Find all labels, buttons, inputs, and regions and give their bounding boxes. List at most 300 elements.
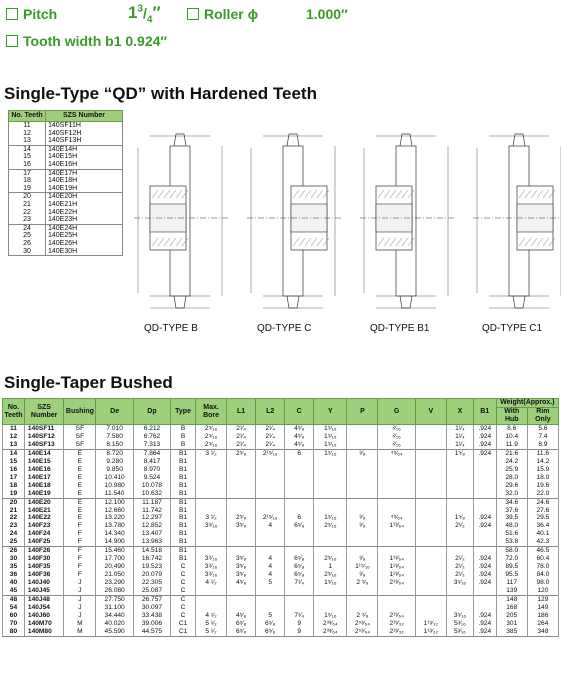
col-header: V bbox=[415, 399, 446, 425]
table-cell bbox=[227, 498, 256, 506]
table-cell: .924 bbox=[473, 620, 496, 628]
table-row bbox=[9, 216, 123, 224]
table-cell: 140F35 bbox=[24, 563, 63, 571]
cell-teeth: 20 bbox=[9, 193, 46, 201]
table-cell bbox=[285, 530, 314, 538]
table-cell bbox=[415, 563, 446, 571]
table-cell: 1⁵⁄₁₆ bbox=[314, 449, 347, 457]
table-cell: 5 bbox=[256, 579, 285, 587]
table-cell: 30.097 bbox=[133, 604, 170, 612]
table-cell: 26 bbox=[3, 547, 25, 555]
table-cell: 25 bbox=[3, 538, 25, 546]
table-cell: 1¹⁄₄ bbox=[446, 425, 473, 433]
table-cell bbox=[446, 596, 473, 604]
table-cell bbox=[285, 474, 314, 482]
table-cell: 2¹⁄₄ bbox=[256, 433, 285, 441]
table-cell: 11 bbox=[3, 425, 25, 433]
col-header: Bushing bbox=[64, 399, 96, 425]
table-cell: 8.417 bbox=[133, 458, 170, 466]
table-cell bbox=[347, 530, 378, 538]
table-row bbox=[9, 177, 123, 185]
table-cell: 3⁹⁄₁₆ bbox=[196, 555, 227, 563]
table-cell bbox=[285, 458, 314, 466]
table-cell: 2⁵³⁄₆₄ bbox=[347, 620, 378, 628]
table-cell: 4 bbox=[256, 563, 285, 571]
table-cell: 34.440 bbox=[96, 612, 133, 620]
table-cell: B1 bbox=[171, 466, 196, 474]
table-cell: 6 bbox=[285, 449, 314, 457]
table-cell: F bbox=[64, 571, 96, 579]
col-header: Dp bbox=[133, 399, 170, 425]
table-cell: 6⁵⁄₈ bbox=[256, 628, 285, 636]
table-cell: 2¹⁄₂ bbox=[446, 571, 473, 579]
table-cell: 20.079 bbox=[133, 571, 170, 579]
table-cell: .924 bbox=[473, 441, 496, 449]
table-cell: C1 bbox=[171, 628, 196, 636]
table-row bbox=[9, 161, 123, 169]
col-header: Max. Bore bbox=[196, 399, 227, 425]
table-cell: 17.700 bbox=[96, 555, 133, 563]
table-cell bbox=[415, 441, 446, 449]
table-cell: 4 bbox=[256, 571, 285, 579]
cell-teeth: 24 bbox=[9, 224, 46, 232]
table-cell: B1 bbox=[171, 538, 196, 546]
table-cell: 21.050 bbox=[96, 571, 133, 579]
table-cell bbox=[473, 530, 496, 538]
table-cell bbox=[446, 538, 473, 546]
tooth-bottom bbox=[400, 296, 412, 308]
table-cell bbox=[446, 490, 473, 498]
table-cell bbox=[227, 596, 256, 604]
table-cell: 2¹⁄₄ bbox=[256, 425, 285, 433]
table-cell: 3⁹⁄₁₆ bbox=[196, 563, 227, 571]
table-cell bbox=[415, 458, 446, 466]
table-cell: 140SF12 bbox=[24, 433, 63, 441]
table-cell: 8.9 bbox=[527, 441, 558, 449]
cell-teeth: 21 bbox=[9, 201, 46, 209]
table-cell: 2⁵⁄₈ bbox=[227, 449, 256, 457]
table-cell: .924 bbox=[473, 449, 496, 457]
table-cell bbox=[256, 538, 285, 546]
table-cell: 1⁵⁄₈ bbox=[446, 449, 473, 457]
table-row bbox=[3, 579, 559, 587]
table-cell: 2⁵³⁄₆₄ bbox=[347, 628, 378, 636]
table-cell bbox=[227, 547, 256, 555]
table-cell: .924 bbox=[473, 522, 496, 530]
table-cell: 9 bbox=[285, 628, 314, 636]
table-cell: 2¹⁄₄ bbox=[227, 433, 256, 441]
table-cell: 12.100 bbox=[96, 498, 133, 506]
table-cell: B1 bbox=[171, 458, 196, 466]
table-cell bbox=[473, 507, 496, 515]
cell-teeth: 17 bbox=[9, 169, 46, 177]
table-cell bbox=[415, 612, 446, 620]
table-row bbox=[3, 433, 559, 441]
table-cell: 14.2 bbox=[527, 458, 558, 466]
table-cell: 2¹⁄₂ bbox=[446, 522, 473, 530]
table-cell: 16.742 bbox=[133, 555, 170, 563]
table-cell bbox=[196, 498, 227, 506]
table-cell bbox=[378, 604, 415, 612]
pitch-value: $1^3/_4''$ bbox=[128, 3, 161, 26]
table-cell: 11.9 bbox=[496, 441, 527, 449]
col-header: SZS Number bbox=[24, 399, 63, 425]
table-cell bbox=[347, 482, 378, 490]
table-cell: 3⁵⁄₈ bbox=[227, 522, 256, 530]
table-row bbox=[9, 248, 123, 256]
col-header: Y bbox=[314, 399, 347, 425]
table-row bbox=[3, 522, 559, 530]
table-cell: 140F30 bbox=[24, 555, 63, 563]
table-cell: 19 bbox=[3, 490, 25, 498]
checkbox-icon bbox=[6, 8, 18, 20]
table-row bbox=[9, 240, 123, 248]
table-row bbox=[9, 169, 123, 177]
section-title-taper: Single-Taper Bushed bbox=[4, 373, 173, 392]
table-cell: 24.2 bbox=[496, 458, 527, 466]
table-row bbox=[9, 201, 123, 209]
table-cell: 1¹³⁄₆₄ bbox=[378, 555, 415, 563]
table-cell bbox=[347, 433, 378, 441]
table-cell: 7¹⁄₄ bbox=[285, 612, 314, 620]
cell-szs-number: 140E23H bbox=[48, 216, 78, 224]
table-cell: 3⁵⁄₁₆ bbox=[446, 612, 473, 620]
table-cell bbox=[473, 498, 496, 506]
table-cell: 140F24 bbox=[24, 530, 63, 538]
table-row bbox=[3, 490, 559, 498]
table-cell: 5 ¹⁄₂ bbox=[196, 628, 227, 636]
table-cell bbox=[415, 433, 446, 441]
table-cell: 2¹³⁄₆₄ bbox=[378, 579, 415, 587]
table-cell bbox=[196, 482, 227, 490]
table-cell bbox=[196, 466, 227, 474]
table-cell bbox=[378, 530, 415, 538]
cell-teeth: 15 bbox=[9, 153, 46, 161]
table-cell: 22.305 bbox=[133, 579, 170, 587]
table-cell bbox=[347, 458, 378, 466]
table-cell: .924 bbox=[473, 425, 496, 433]
table-row bbox=[3, 466, 559, 474]
table-cell: B1 bbox=[171, 530, 196, 538]
table-cell bbox=[227, 458, 256, 466]
table-cell bbox=[446, 458, 473, 466]
table-cell: F bbox=[64, 555, 96, 563]
table-cell: 2⁵⁄₁₆ bbox=[196, 441, 227, 449]
table-cell: B bbox=[171, 433, 196, 441]
table-cell: 2¹³⁄₃₂ bbox=[378, 620, 415, 628]
table-cell: 1 bbox=[314, 563, 347, 571]
cell-szs-number: 140E16H bbox=[48, 160, 78, 168]
table-cell: .924 bbox=[473, 571, 496, 579]
table-cell: 21 bbox=[3, 507, 25, 515]
table-cell: 12.852 bbox=[133, 522, 170, 530]
table-cell bbox=[227, 530, 256, 538]
table-cell bbox=[446, 530, 473, 538]
table-cell: 10.078 bbox=[133, 482, 170, 490]
cell-szs-number: 140E19H bbox=[48, 184, 78, 192]
table-cell: 205 bbox=[496, 612, 527, 620]
table-cell: 4 ¹⁄₂ bbox=[196, 579, 227, 587]
table-cell bbox=[415, 530, 446, 538]
table-cell: 39.5 bbox=[496, 514, 527, 522]
tooth-bottom bbox=[174, 296, 186, 308]
table-cell: 24 bbox=[3, 530, 25, 538]
table-cell: 11.742 bbox=[133, 507, 170, 515]
table-cell bbox=[314, 538, 347, 546]
roller-value: 1.000″ bbox=[306, 6, 348, 22]
cell-szs-number: 140E25H bbox=[48, 232, 78, 240]
table-cell: 5.6 bbox=[527, 425, 558, 433]
col-header: L1 bbox=[227, 399, 256, 425]
table-cell: 140F25 bbox=[24, 538, 63, 546]
table-cell: 1¹⁵⁄₁₆ bbox=[347, 563, 378, 571]
table-row bbox=[9, 130, 123, 138]
caption-qd-type-c: QD-TYPE C bbox=[257, 323, 312, 334]
table-cell: B1 bbox=[171, 555, 196, 563]
table-cell bbox=[196, 490, 227, 498]
table-cell: 9.280 bbox=[96, 458, 133, 466]
table-cell: 13.407 bbox=[133, 530, 170, 538]
table-row bbox=[3, 587, 559, 595]
table-cell: 5³⁄₁₆ bbox=[446, 628, 473, 636]
table-cell: M bbox=[64, 620, 96, 628]
cell-szs-number: 140E26H bbox=[48, 239, 78, 247]
table-cell: 72.0 bbox=[496, 555, 527, 563]
table-cell bbox=[314, 490, 347, 498]
table-cell: B bbox=[171, 441, 196, 449]
table-cell: 140J54 bbox=[24, 604, 63, 612]
col-header: With Hub bbox=[496, 408, 527, 425]
table-cell: ⁴⁵⁄₆₄ bbox=[378, 449, 415, 457]
table-row bbox=[3, 596, 559, 604]
table-row bbox=[3, 628, 559, 636]
cell-teeth: 13 bbox=[9, 137, 46, 145]
table-cell: 140F26 bbox=[24, 547, 63, 555]
table-cell: 5 bbox=[256, 612, 285, 620]
table-cell: ³⁄₈ bbox=[347, 514, 378, 522]
table-cell bbox=[314, 530, 347, 538]
table-cell: 1⁵⁄₁₆ bbox=[314, 514, 347, 522]
table-cell: 11.6 bbox=[527, 449, 558, 457]
table-row bbox=[9, 153, 123, 161]
cell-szs-number: 140E18H bbox=[48, 177, 78, 185]
table-cell: J bbox=[64, 596, 96, 604]
table-cell bbox=[415, 522, 446, 530]
table-cell: B1 bbox=[171, 490, 196, 498]
table-cell bbox=[285, 547, 314, 555]
table-cell: 3⁹⁄₁₆ bbox=[196, 522, 227, 530]
col-header: C bbox=[285, 399, 314, 425]
table-row bbox=[9, 232, 123, 240]
table-cell: 1⁵⁄₁₆ bbox=[314, 612, 347, 620]
table-cell bbox=[473, 490, 496, 498]
table-cell: 149 bbox=[527, 604, 558, 612]
table-cell: C bbox=[171, 579, 196, 587]
table-cell: 2¹⁵⁄₁₆ bbox=[256, 514, 285, 522]
table-cell bbox=[347, 538, 378, 546]
table-cell bbox=[415, 587, 446, 595]
table-cell: .924 bbox=[473, 579, 496, 587]
table-cell: 4⁵⁄₈ bbox=[285, 425, 314, 433]
table-cell bbox=[415, 449, 446, 457]
table-cell bbox=[256, 466, 285, 474]
table-cell bbox=[473, 604, 496, 612]
table-cell: 120 bbox=[527, 587, 558, 595]
table-cell: C bbox=[171, 563, 196, 571]
table-cell: 7.010 bbox=[96, 425, 133, 433]
table-cell: .924 bbox=[473, 433, 496, 441]
table-cell bbox=[196, 596, 227, 604]
table-cell: B1 bbox=[171, 522, 196, 530]
cell-szs-number: 140E21H bbox=[48, 200, 78, 208]
table-cell bbox=[446, 507, 473, 515]
table-row bbox=[3, 563, 559, 571]
table-cell: 18 bbox=[3, 482, 25, 490]
table-cell: 1¹³⁄₆₄ bbox=[378, 522, 415, 530]
table-cell: 23.290 bbox=[96, 579, 133, 587]
table-cell: 13.220 bbox=[96, 514, 133, 522]
table-cell: 117 bbox=[496, 579, 527, 587]
table-cell bbox=[473, 547, 496, 555]
table-cell: 2¹⁄₄ bbox=[227, 425, 256, 433]
table-cell: C1 bbox=[171, 620, 196, 628]
table-cell bbox=[415, 425, 446, 433]
table-cell: 11.187 bbox=[133, 498, 170, 506]
table-cell bbox=[347, 474, 378, 482]
caption-qd-type-b1: QD-TYPE B1 bbox=[370, 323, 430, 334]
table-cell: 28.0 bbox=[496, 474, 527, 482]
table-cell bbox=[446, 498, 473, 506]
table-cell: F bbox=[64, 547, 96, 555]
table-cell: 89.5 bbox=[496, 563, 527, 571]
table-cell: 10.4 bbox=[496, 433, 527, 441]
table-cell: 3 ¹⁄₂ bbox=[196, 514, 227, 522]
table-cell: 140E19 bbox=[24, 490, 63, 498]
table-cell: 140E16 bbox=[24, 466, 63, 474]
table-cell: 4 bbox=[256, 522, 285, 530]
table-cell: 7.864 bbox=[133, 449, 170, 457]
table-cell: E bbox=[64, 449, 96, 457]
table-cell: 35 bbox=[3, 563, 25, 571]
table-cell bbox=[446, 466, 473, 474]
table-cell bbox=[446, 547, 473, 555]
col-header: De bbox=[96, 399, 133, 425]
table-row bbox=[9, 137, 123, 145]
caption-qd-type-c1: QD-TYPE C1 bbox=[482, 323, 543, 334]
table-cell: 6.212 bbox=[133, 425, 170, 433]
table-cell bbox=[285, 538, 314, 546]
table-cell bbox=[378, 498, 415, 506]
table-cell: 18.0 bbox=[527, 474, 558, 482]
table-cell bbox=[347, 490, 378, 498]
table-cell: 3⁹⁄₁₆ bbox=[196, 571, 227, 579]
table-cell bbox=[314, 547, 347, 555]
cell-teeth: 18 bbox=[9, 177, 46, 185]
cell-szs-number: 140E17H bbox=[46, 169, 123, 177]
table-cell: J bbox=[64, 579, 96, 587]
table-cell: SF bbox=[64, 441, 96, 449]
table-cell: J bbox=[64, 587, 96, 595]
table-cell: 6⁵⁄₈ bbox=[285, 563, 314, 571]
table-row bbox=[3, 612, 559, 620]
table-cell: 140F36 bbox=[24, 571, 63, 579]
table-cell bbox=[314, 604, 347, 612]
table-cell bbox=[256, 507, 285, 515]
table-cell: C bbox=[171, 571, 196, 579]
table-cell: 2³³⁄₆₄ bbox=[314, 628, 347, 636]
taper-table bbox=[2, 398, 559, 637]
table-cell: 36 bbox=[3, 571, 25, 579]
table-cell: 54 bbox=[3, 604, 25, 612]
table-cell: 6.762 bbox=[133, 433, 170, 441]
table-cell: F bbox=[64, 563, 96, 571]
table-cell bbox=[446, 482, 473, 490]
table-cell: 60 bbox=[3, 612, 25, 620]
table-cell: J bbox=[64, 612, 96, 620]
table-cell: 33.438 bbox=[133, 612, 170, 620]
table-cell: 140SF13 bbox=[24, 441, 63, 449]
table-cell: 1⁹⁄₁₆ bbox=[314, 433, 347, 441]
table-cell bbox=[347, 441, 378, 449]
table-cell bbox=[415, 555, 446, 563]
table-cell: 2¹⁄₂ bbox=[446, 563, 473, 571]
col-header: G bbox=[378, 399, 415, 425]
table-cell: 1¹⁄₄ bbox=[446, 441, 473, 449]
table-cell: C bbox=[171, 587, 196, 595]
table-row bbox=[9, 122, 123, 130]
table-cell: 26.080 bbox=[96, 587, 133, 595]
table-cell: 140J60 bbox=[24, 612, 63, 620]
table-cell bbox=[473, 466, 496, 474]
cell-szs-number: 140E20H bbox=[46, 193, 123, 201]
table-cell: 3⁵⁄₈ bbox=[227, 563, 256, 571]
cell-teeth: 23 bbox=[9, 216, 46, 224]
table-cell: 7.4 bbox=[527, 433, 558, 441]
table-cell: 2¹⁄₂ bbox=[446, 555, 473, 563]
table-cell: 3⁵⁄₈ bbox=[227, 571, 256, 579]
table-cell: ⁴⁵⁄₆₄ bbox=[378, 514, 415, 522]
table-cell bbox=[285, 604, 314, 612]
table-cell: 2 ⁵⁄₈ bbox=[347, 612, 378, 620]
table-cell bbox=[256, 482, 285, 490]
table-cell bbox=[285, 498, 314, 506]
table-cell: 19.523 bbox=[133, 563, 170, 571]
cell-szs-number: 140E22H bbox=[48, 208, 78, 216]
table-row bbox=[3, 620, 559, 628]
table-cell: E bbox=[64, 490, 96, 498]
table-cell: C bbox=[171, 596, 196, 604]
table-cell: ²⁄₁₆ bbox=[378, 433, 415, 441]
table-cell bbox=[196, 458, 227, 466]
cell-teeth: 22 bbox=[9, 209, 46, 217]
table-cell: .924 bbox=[473, 514, 496, 522]
table-cell: 37.6 bbox=[496, 507, 527, 515]
table-cell: 80 bbox=[3, 628, 25, 636]
table-cell: 140E20 bbox=[24, 498, 63, 506]
table-cell: 48.0 bbox=[496, 522, 527, 530]
checkbox-icon bbox=[187, 8, 199, 20]
table-cell: 14.900 bbox=[96, 538, 133, 546]
table-cell: 4 ¹⁄₂ bbox=[196, 612, 227, 620]
table-cell: 45.590 bbox=[96, 628, 133, 636]
table-cell: 2 ⁵⁄₈ bbox=[347, 579, 378, 587]
table-cell bbox=[196, 507, 227, 515]
table-row bbox=[3, 604, 559, 612]
section-title-qd: Single-Type “QD” with Hardened Teeth bbox=[4, 84, 317, 103]
table-cell bbox=[314, 458, 347, 466]
table-cell bbox=[378, 507, 415, 515]
table-cell: 7.580 bbox=[96, 433, 133, 441]
